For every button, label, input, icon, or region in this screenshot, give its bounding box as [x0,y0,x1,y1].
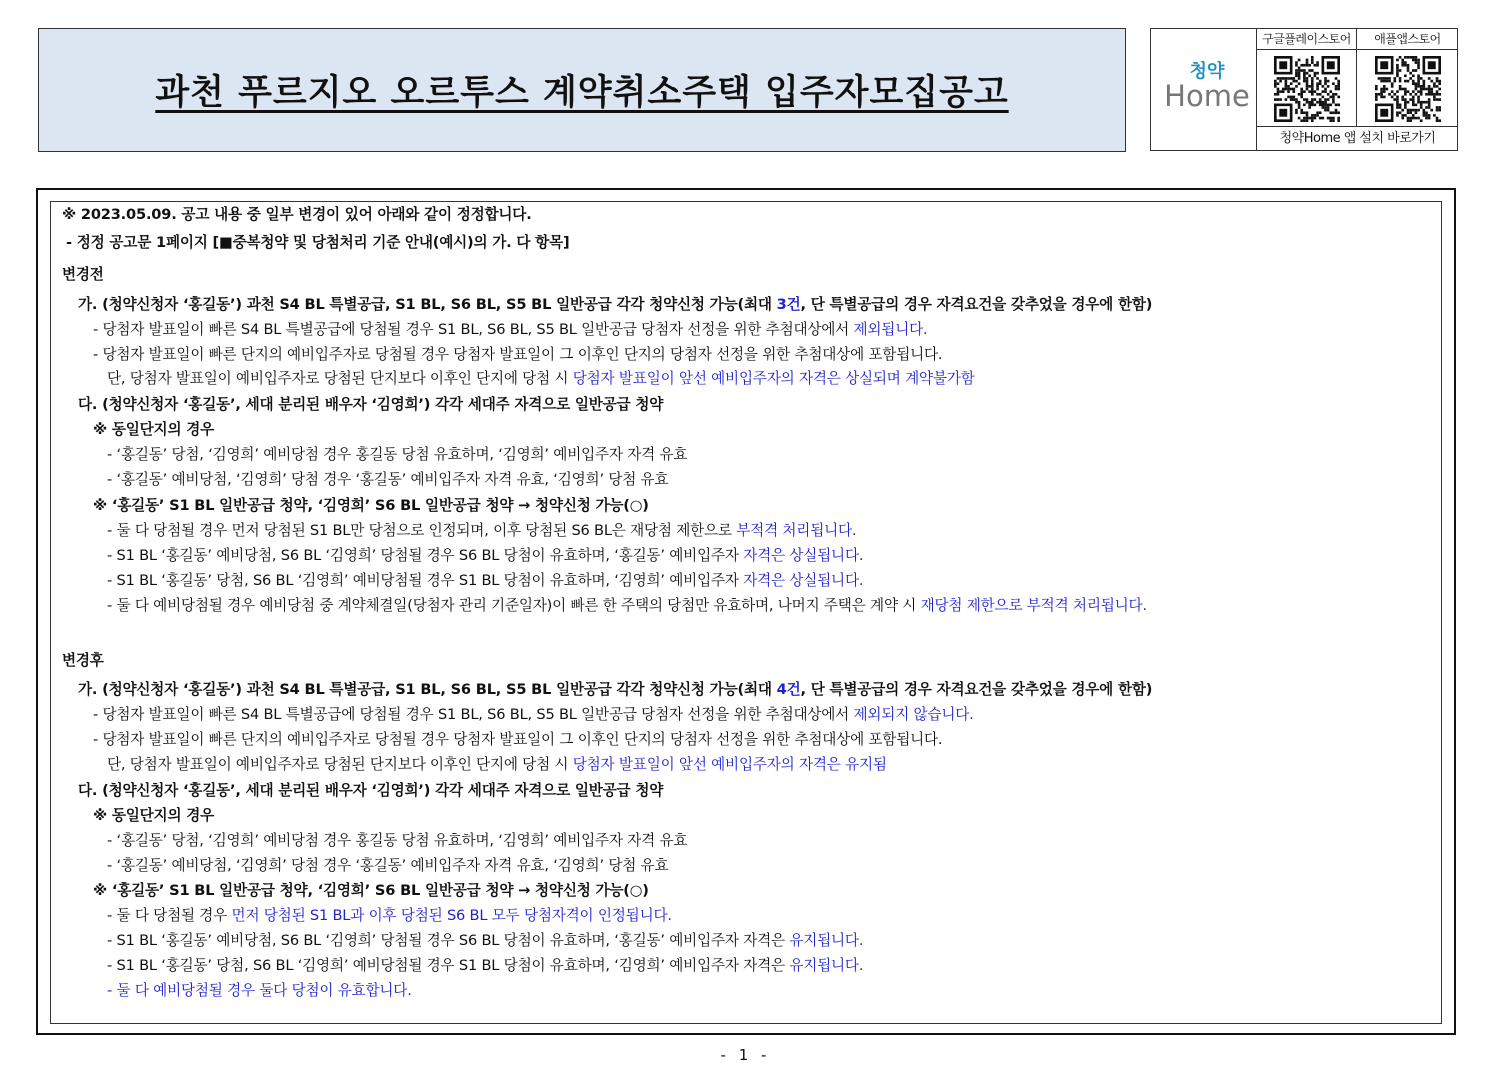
before-same-1: - ‘홍길동’ 당첨, ‘김영희’ 예비당첨 경우 홍길동 당첨 유효하며, ‘김영희’ 예비입주자 자격 유효 [107,446,688,463]
logo-top-text: 청약 [1189,61,1225,82]
after-ga3-text: 단, 당첨자 발표일이 예비입주자로 당첨된 단지보다 이후인 단지에 당첨 시 [107,756,573,773]
before-ga-bullet-1 [93,321,927,339]
app-install-box [1150,28,1458,151]
notice-frame [36,188,1456,1035]
cheongyak-home-logo [1161,63,1253,111]
before-c2-highlight: 자격은 상실됩니다. [743,547,864,564]
before-cross-complex: ※ ‘홍길동’ S1 BL 일반공급 청약, ‘김영희’ S6 BL 일반공급 청약 → 청약신청 가능(○) [93,497,649,514]
before-c4-highlight: 재당첨 제한으로 부적격 처리됩니다. [920,597,1147,614]
after-same-1: - ‘홍길동’ 당첨, ‘김영희’ 예비당첨 경우 홍길동 당첨 유효하며, ‘김영희’ 예비입주자 자격 유효 [107,832,688,849]
after-ga-bullet-1 [93,706,974,724]
after-cross-4: - 둘 다 예비당첨될 경우 둘다 당첨이 유효합니다. [107,982,412,999]
after-cross-3 [107,957,863,975]
before-ga1-text: - 당첨자 발표일이 빠른 S4 BL 특별공급에 당첨될 경우 S1 BL, S6 BL, S5 BL 일반공급 당첨자 선정을 위한 추첨대상에서 [93,321,854,338]
before-heading: 변경전 [62,266,104,283]
install-shortcut-label[interactable]: 청약Home 앱 설치 바로가기 [1256,126,1458,151]
app-store-column [1356,29,1458,126]
after-ga-text: 가. (청약신청자 ‘홍길동’) 과천 S4 BL 특별공급, S1 BL, S6 BL, S5 BL 일반공급 각각 청약신청 가능(최대 [78,681,777,698]
google-play-qr-icon[interactable] [1274,56,1340,122]
title-box [38,28,1126,152]
after-c1-highlight: 먼저 당첨된 S1 BL과 이후 당첨된 S6 BL 모두 당첨자격이 인정됩니다. [231,907,672,924]
after-same-complex: ※ 동일단지의 경우 [93,807,215,824]
after-cross-complex: ※ ‘홍길동’ S1 BL 일반공급 청약, ‘김영희’ S6 BL 일반공급 청약 → 청약신청 가능(○) [93,882,649,899]
page-number: - 1 - [720,1046,771,1064]
after-item-ga [78,681,1152,699]
before-ga-bullet-2: - 당첨자 발표일이 빠른 단지의 예비입주자로 당첨될 경우 당첨자 발표일이 그 이후인 단지의 당첨자 선정을 위한 추첨대상에 포함됩니다. [93,346,943,363]
before-c1-highlight: 부적격 처리됩니다. [736,522,857,539]
before-item-da: 다. (청약신청자 ‘홍길동’, 세대 분리된 배우자 ‘김영희’) 각각 세대주 자격으로 일반공급 청약 [78,396,664,413]
after-ga-text-end: , 단 특별공급의 경우 자격요건을 갖추었을 경우에 한함) [800,681,1153,698]
after-ga1-highlight: 제외되지 않습니다. [853,706,974,723]
after-c2-highlight: 유지됩니다. [789,932,864,949]
before-ga3-highlight: 당첨자 발표일이 앞선 예비입주자의 자격은 상실되며 계약불가함 [572,370,975,387]
correction-notice: ※ 2023.05.09. 공고 내용 중 일부 변경이 있어 아래와 같이 정정합니다. [62,206,532,223]
before-ga-bullet-3 [107,370,975,388]
before-item-ga [78,296,1152,314]
after-c1-text: - 둘 다 당첨될 경우 [107,907,232,924]
correction-scope: - 정정 공고문 1페이지 [■중복청약 및 당첨처리 기준 안내(예시)의 가. 다 항목] [66,234,570,251]
before-same-complex: ※ 동일단지의 경우 [93,421,215,438]
after-cross-2 [107,932,863,950]
after-ga-bullet-2: - 당첨자 발표일이 빠른 단지의 예비입주자로 당첨될 경우 당첨자 발표일이 그 이후인 단지의 당첨자 선정을 위한 추첨대상에 포함됩니다. [93,731,943,748]
before-ga-text: 가. (청약신청자 ‘홍길동’) 과천 S4 BL 특별공급, S1 BL, S6 BL, S5 BL 일반공급 각각 청약신청 가능(최대 [78,296,777,313]
google-play-label: 구글플레이스토어 [1257,29,1356,50]
logo-home-text: Home [1164,79,1250,113]
after-same-2: - ‘홍길동’ 예비당첨, ‘김영희’ 당첨 경우 ‘홍길동’ 예비입주자 자격 유효, ‘김영희’ 당첨 유효 [107,857,669,874]
after-heading: 변경후 [62,652,104,669]
before-cross-2 [107,547,863,565]
after-c3-text: - S1 BL ‘홍길동’ 당첨, S6 BL ‘김영희’ 예비당첨될 경우 S1 BL 당첨이 유효하며, ‘김영희’ 예비입주자 자격은 [107,957,790,974]
document-title: 과천 푸르지오 오르투스 계약취소주택 입주자모집공고 [155,73,1009,113]
after-c3-highlight: 유지됩니다. [789,957,864,974]
before-c1-text: - 둘 다 당첨될 경우 먼저 당첨된 S1 BL만 당첨으로 인정되며, 이후 당첨된 S6 BL은 재당첨 제한으로 [107,522,737,539]
after-cross-1 [107,907,672,925]
google-play-column [1256,29,1356,126]
app-store-label: 애플앱스토어 [1357,29,1458,50]
before-same-2: - ‘홍길동’ 예비당첨, ‘김영희’ 당첨 경우 ‘홍길동’ 예비입주자 자격 유효, ‘김영희’ 당첨 유효 [107,471,669,488]
before-cross-4 [107,597,1147,615]
after-ga1-text: - 당첨자 발표일이 빠른 S4 BL 특별공급에 당첨될 경우 S1 BL, S6 BL, S5 BL 일반공급 당첨자 선정을 위한 추첨대상에서 [93,706,854,723]
notice-content [50,201,1442,1024]
before-ga3-text: 단, 당첨자 발표일이 예비입주자로 당첨된 단지보다 이후인 단지에 당첨 시 [107,370,573,387]
before-c3-highlight: 자격은 상실됩니다. [743,572,864,589]
before-cross-3 [107,572,863,590]
after-ga3-highlight: 당첨자 발표일이 앞선 예비입주자의 자격은 유지됨 [572,756,887,773]
before-ga-count: 3건 [776,296,801,313]
after-ga-bullet-3 [107,756,887,774]
before-ga-text-end: , 단 특별공급의 경우 자격요건을 갖추었을 경우에 한함) [800,296,1153,313]
before-c4-text: - 둘 다 예비당첨될 경우 예비당첨 중 계약체결일(당첨자 관리 기준일자)이 빠른 한 주택의 당첨만 유효하며, 나머지 주택은 계약 시 [107,597,921,614]
after-c2-text: - S1 BL ‘홍길동’ 예비당첨, S6 BL ‘김영희’ 당첨될 경우 S6 BL 당첨이 유효하며, ‘홍길동’ 예비입주자 자격은 [107,932,790,949]
before-ga1-highlight: 제외됩니다. [853,321,928,338]
before-c2-text: - S1 BL ‘홍길동’ 예비당첨, S6 BL ‘김영희’ 당첨될 경우 S6 BL 당첨이 유효하며, ‘홍길동’ 예비입주자 [107,547,744,564]
app-store-qr-icon[interactable] [1375,56,1441,122]
before-c3-text: - S1 BL ‘홍길동’ 당첨, S6 BL ‘김영희’ 예비당첨될 경우 S1 BL 당첨이 유효하며, ‘김영희’ 예비입주자 [107,572,744,589]
before-cross-1 [107,522,856,540]
after-ga-count: 4건 [776,681,801,698]
after-item-da: 다. (청약신청자 ‘홍길동’, 세대 분리된 배우자 ‘김영희’) 각각 세대주 자격으로 일반공급 청약 [78,782,664,799]
